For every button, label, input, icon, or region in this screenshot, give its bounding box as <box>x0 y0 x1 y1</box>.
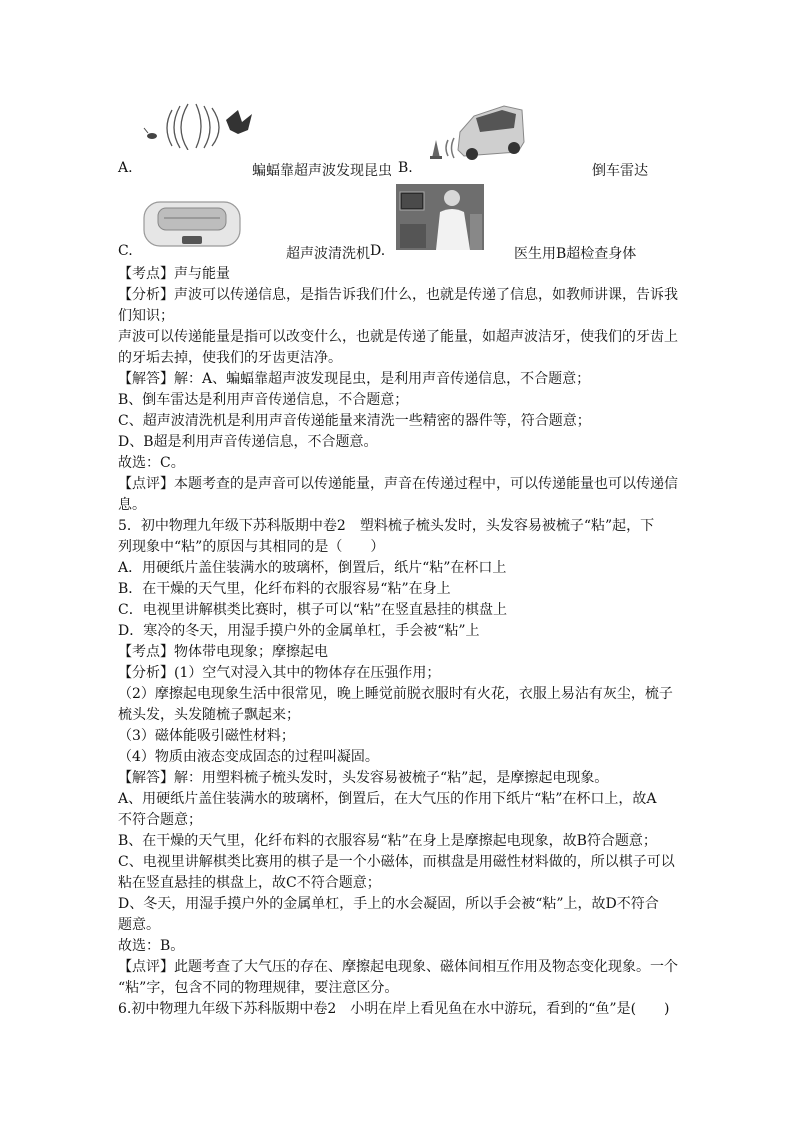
q5-option-c: C．电视里讲解棋类比赛时，棋子可以“粘”在竖直悬挂的棋盘上 <box>118 602 508 618</box>
q5-option-b: B．在干燥的天气里，化纤布料的衣服容易“粘”在身上 <box>118 581 451 597</box>
q5-fenxi-1: 【分析】(1）空气对浸入其中的物体存在压强作用； <box>118 665 441 681</box>
q4-jieda-3: C、超声波清洗机是利用声音传递能量来清洗一些精密的器件等，符合题意； <box>118 413 591 429</box>
car-parking-radar-image <box>424 102 526 162</box>
q5-option-a: A．用硬纸片盖住装满水的玻璃杯，倒置后，纸片“粘”在杯口上 <box>118 560 507 576</box>
bat-ultrasound-image <box>142 100 254 150</box>
q5-answer: 故选：B。 <box>118 938 185 954</box>
q4-answer: 故选：C。 <box>118 455 185 471</box>
q4-fenxi-3: 声波可以传递能量是指可以改变什么，也就是传递了能量，如超声波洁牙，使我们的牙齿上 <box>118 329 678 345</box>
q5-jieda-6: 粘在竖直悬挂的棋盘上，故C不符合题意； <box>118 875 381 891</box>
q5-dianping-2: “粘”字，包含不同的物理规律，要注意区分。 <box>118 980 399 996</box>
option-c-letter: C. <box>118 243 133 259</box>
q5-jieda-3: 不符合题意； <box>118 812 202 828</box>
q5-dianping-1: 【点评】此题考查了大气压的存在、摩擦起电现象、磁体间相互作用及物态变化现象。一个 <box>118 959 678 975</box>
q4-kaodian: 【考点】声与能量 <box>118 266 230 282</box>
option-b-letter: B. <box>398 160 413 176</box>
q4-dianping-2: 息。 <box>118 497 146 513</box>
q5-fenxi-4: （3）磁体能吸引磁性材料； <box>118 728 295 744</box>
q4-jieda-2: B、倒车雷达是利用声音传递信息，不合题意； <box>118 392 409 408</box>
q4-fenxi-1: 【分析】声波可以传递信息，是指告诉我们什么，也就是传递了信息，如教师讲课，告诉我 <box>118 287 678 303</box>
option-d-caption: 医生用B超检查身体 <box>514 246 637 262</box>
q5-option-d: D．寒冷的冬天，用湿手摸户外的金属单杠，手会被“粘”上 <box>118 623 480 639</box>
q5-kaodian: 【考点】物体带电现象；摩擦起电 <box>118 644 328 660</box>
q4-jieda-1: 【解答】解：A、蝙蝠靠超声波发现昆虫，是利用声音传递信息，不合题意； <box>118 371 591 387</box>
option-c-caption: 超声波清洗机 <box>286 246 370 262</box>
q5-jieda-4: B、在干燥的天气里，化纤布料的衣服容易“粘”在身上是摩擦起电现象，故B符合题意； <box>118 833 657 849</box>
q4-jieda-4: D、B超是利用声音传递信息，不合题意。 <box>118 434 378 450</box>
q4-fenxi-4: 的牙垢去掉，使我们的牙齿更洁净。 <box>118 350 342 366</box>
option-b-caption: 倒车雷达 <box>592 163 648 179</box>
q5-jieda-5: C、电视里讲解棋类比赛用的棋子是一个小磁体，而棋盘是用磁性材料做的，所以棋子可以 <box>118 854 675 870</box>
q6-stem-1: 6.初中物理九年级下苏科版期中卷2 小明在岸上看见鱼在水中游玩，看到的“鱼”是( ) <box>118 1001 670 1017</box>
q5-jieda-7: D、冬天，用湿手摸户外的金属单杠，手上的水会凝固，所以手会被“粘”上，故D不符合 <box>118 896 659 912</box>
q5-fenxi-5: （4）物质由液态变成固态的过程叫凝固。 <box>118 749 379 765</box>
q4-fenxi-2: 们知识； <box>118 308 174 324</box>
q5-stem-1: 5．初中物理九年级下苏科版期中卷2 塑料梳子梳头发时，头发容易被梳子“粘”起，下 <box>118 518 655 534</box>
option-a-caption: 蝙蝠靠超声波发现昆虫 <box>252 163 392 179</box>
ultrasonic-cleaner-image <box>140 196 244 254</box>
option-d-letter: D. <box>370 243 386 259</box>
doctor-b-ultrasound-image <box>396 184 484 250</box>
q4-dianping-1: 【点评】本题考查的是声音可以传递能量，声音在传递过程中，可以传递能量也可以传递信 <box>118 476 678 492</box>
q5-stem-2: 列现象中“粘”的原因与其相同的是（ ） <box>118 539 385 555</box>
q5-fenxi-3: 梳头发，头发随梳子飘起来； <box>118 707 300 723</box>
q5-jieda-8: 题意。 <box>118 917 160 933</box>
q5-fenxi-2: （2）摩擦起电现象生活中很常见，晚上睡觉前脱衣服时有火花，衣服上易沾有灰尘，梳子 <box>118 686 673 702</box>
q5-jieda-2: A、用硬纸片盖住装满水的玻璃杯，倒置后，在大气压的作用下纸片“粘”在杯口上，故A <box>118 791 657 807</box>
q5-jieda-1: 【解答】解：用塑料梳子梳头发时，头发容易被梳子“粘”起，是摩擦起电现象。 <box>118 770 609 786</box>
option-a-letter: A. <box>118 160 133 176</box>
